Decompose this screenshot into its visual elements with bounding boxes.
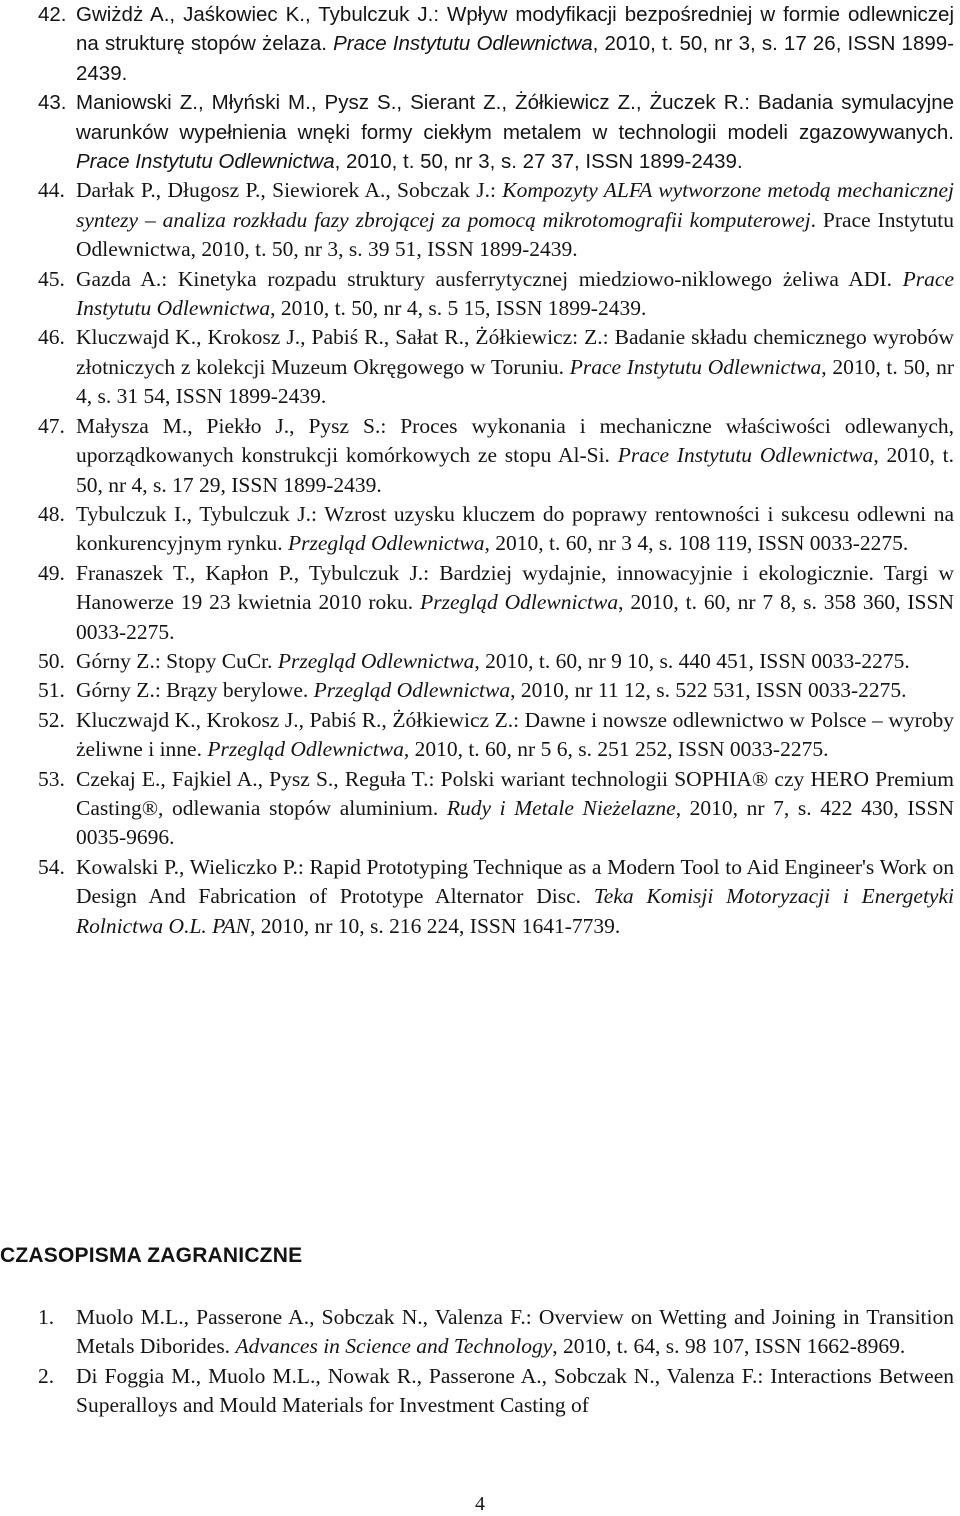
reference-item xyxy=(0,647,960,676)
reference-number: 42. xyxy=(38,3,67,26)
reference-journal-title: Teka Komisji Motoryzacji i Energetyki Rolnictwa O.L. PAN xyxy=(76,884,954,938)
reference-text: , 2010, nr 7, s. 422 430, ISSN 0035-9696. xyxy=(76,795,954,850)
reference-item xyxy=(0,853,960,941)
reference-text: Muolo M.L., Passerone A., Sobczak N., Valenza F.: Overview on Wetting and Joining in Transition Metals Diborides. xyxy=(76,1305,954,1359)
reference-item xyxy=(0,323,960,411)
reference-journal-title: Prace Instytutu Odlewnictwa xyxy=(569,354,822,379)
reference-number: 52. xyxy=(38,707,65,732)
reference-item xyxy=(0,1362,960,1421)
reference-journal-title: Prace Instytutu Odlewnictwa xyxy=(333,32,593,56)
reference-text: Gazda A.: Kinetyka rozpadu struktury ausferrytycznej miedziowo-niklowego żeliwa ADI. xyxy=(76,266,903,291)
reference-text: , 2010, nr 11 12, s. 522 531, ISSN 0033-2275. xyxy=(510,678,907,703)
reference-text: , 2010, t. 50, nr 4, s. 17 29, ISSN 1899-2439. xyxy=(76,443,954,497)
reference-number: 47. xyxy=(38,413,65,438)
reference-list-foreign xyxy=(0,1303,960,1421)
reference-text: , 2010, t. 50, nr 4, s. 31 54, ISSN 1899-2439. xyxy=(76,354,954,409)
reference-text: Małysza M., Piekło J., Pysz S.: Proces wykonania i mechaniczne właściwości odlewanych, uporządkowanych konstrukcji komórkowych ze stopu Al-Si. xyxy=(76,413,954,468)
reference-text: Gwiżdż A., Jaśkowiec K., Tybulczuk J.: Wpływ modyfikacji bezpośredniej w formie odlewniczej na strukturę stopów żelaza. xyxy=(76,3,954,56)
reference-item xyxy=(0,676,960,705)
reference-text: . Prace Instytutu Odlewnictwa, 2010, t. 50, nr 3, s. 39 51, ISSN 1899-2439. xyxy=(76,207,954,262)
reference-journal-title: Prace Instytutu Odlewnictwa xyxy=(617,443,874,468)
reference-text: , 2010, t. 60, nr 9 10, s. 440 451, ISSN 0033-2275. xyxy=(474,648,910,673)
reference-number: 48. xyxy=(38,501,65,526)
reference-number: 44. xyxy=(38,178,65,203)
reference-number: 45. xyxy=(38,266,65,291)
reference-item xyxy=(0,88,960,176)
reference-text: , 2010, t. 50, nr 3, s. 17 26, ISSN 1899-2439. xyxy=(76,32,954,85)
reference-text: , 2010, t. 60, nr 5 6, s. 251 252, ISSN 0033-2275. xyxy=(403,737,829,762)
reference-journal-title: Kompozyty ALFA wytworzone metodą mechanicznej syntezy – analiza rozkładu fazy zbrojącej za pomocą mikrotomografii komputerowej xyxy=(76,178,954,232)
reference-text: , 2010, t. 64, s. 98 107, ISSN 1662-8969. xyxy=(552,1334,906,1359)
reference-text: Górny Z.: Brązy berylowe. xyxy=(76,678,314,703)
reference-item xyxy=(0,500,960,559)
reference-journal-title: Przegląd Odlewnictwa xyxy=(277,648,475,673)
page-number: 4 xyxy=(475,1493,485,1515)
reference-item xyxy=(0,706,960,765)
reference-text: Kluczwajd K., Krokosz J., Pabiś R., Żółkiewicz Z.: Dawne i nowsze odlewnictwo w Polsce – wyroby żeliwne i inne. xyxy=(76,707,954,762)
reference-number: 53. xyxy=(38,766,65,791)
reference-text: Franaszek T., Kapłon P., Tybulczuk J.: Bardziej wydajnie, innowacyjnie i ekologicznie. Targi w Hanowerze 19 23 kwietnia 2010 roku. xyxy=(76,560,954,615)
reference-journal-title: Rudy i Metale Nieżelazne xyxy=(446,795,676,820)
section-heading: CZASOPISMA ZAGRANICZNE xyxy=(0,1244,303,1267)
reference-number: 2. xyxy=(38,1363,55,1388)
reference-text: Maniowski Z., Młyński M., Pysz S., Sierant Z., Żółkiewicz Z., Żuczek R.: Badania symulacyjne warunków wypełnienia wnęki formy ciekłym metalem w technologii modeli zgazowywanych. xyxy=(76,91,954,144)
reference-item xyxy=(0,1303,960,1362)
reference-number: 51. xyxy=(38,678,65,703)
reference-journal-title: Przegląd Odlewnictwa xyxy=(420,590,619,615)
reference-text: , 2010, t. 50, nr 3, s. 27 37, ISSN 1899-2439. xyxy=(334,150,743,174)
reference-number: 50. xyxy=(38,648,65,673)
reference-text: , 2010, t. 60, nr 7 8, s. 358 360, ISSN 0033-2275. xyxy=(76,590,954,644)
reference-item xyxy=(0,265,960,324)
reference-item xyxy=(0,0,960,88)
reference-text: Czekaj E., Fajkiel A., Pysz S., Reguła T.: Polski wariant technologii SOPHIA® czy HERO Premium Casting®, odlewania stopów aluminium. xyxy=(76,766,954,820)
reference-text: Kluczwajd K., Krokosz J., Pabiś R., Sałat R., Żółkiewicz: Z.: Badanie składu chemicznego wyrobów złotniczych z kolekcji Muzeum Okręgowego w Toruniu. xyxy=(76,325,954,379)
reference-journal-title: Przegląd Odlewnictwa xyxy=(287,531,485,556)
reference-text: Di Foggia M., Muolo M.L., Nowak R., Passerone A., Sobczak N., Valenza F.: Interactions Between Superalloys and Mould Materials for Investment Casting of xyxy=(76,1363,954,1418)
reference-text: Darłak P., Długosz P., Siewiorek A., Sobczak J.: xyxy=(76,178,503,203)
reference-text: Tybulczuk I., Tybulczuk J.: Wzrost uzysku kluczem do poprawy rentowności i sukcesu odlewni na konkurencyjnym rynku. xyxy=(76,501,954,556)
reference-item xyxy=(0,176,960,264)
reference-journal-title: Przegląd Odlewnictwa xyxy=(313,678,511,703)
reference-text: Górny Z.: Stopy CuCr. xyxy=(76,648,278,673)
reference-text: , 2010, nr 10, s. 216 224, ISSN 1641-7739. xyxy=(250,913,621,938)
reference-journal-title: Prace Instytutu Odlewnictwa xyxy=(76,150,335,174)
reference-journal-title: Przegląd Odlewnictwa xyxy=(207,737,404,762)
reference-journal-title: Advances in Science and Technology xyxy=(235,1334,553,1359)
reference-item xyxy=(0,412,960,500)
reference-item xyxy=(0,559,960,647)
reference-item xyxy=(0,765,960,853)
reference-number: 43. xyxy=(38,91,67,115)
reference-journal-title: Prace Instytutu Odlewnictwa xyxy=(76,266,954,321)
reference-text: Kowalski P., Wieliczko P.: Rapid Prototyping Technique as a Modern Tool to Aid Engineer's Work on Design And Fabrication of Prototype Alternator Disc. xyxy=(76,854,954,909)
reference-text: , 2010, t. 60, nr 3 4, s. 108 119, ISSN 0033-2275. xyxy=(484,531,909,556)
reference-number: 54. xyxy=(38,854,65,879)
reference-number: 49. xyxy=(38,560,65,585)
reference-number: 46. xyxy=(38,325,65,350)
reference-number: 1. xyxy=(38,1305,55,1329)
reference-text: , 2010, t. 50, nr 4, s. 5 15, ISSN 1899-2439. xyxy=(270,296,647,321)
